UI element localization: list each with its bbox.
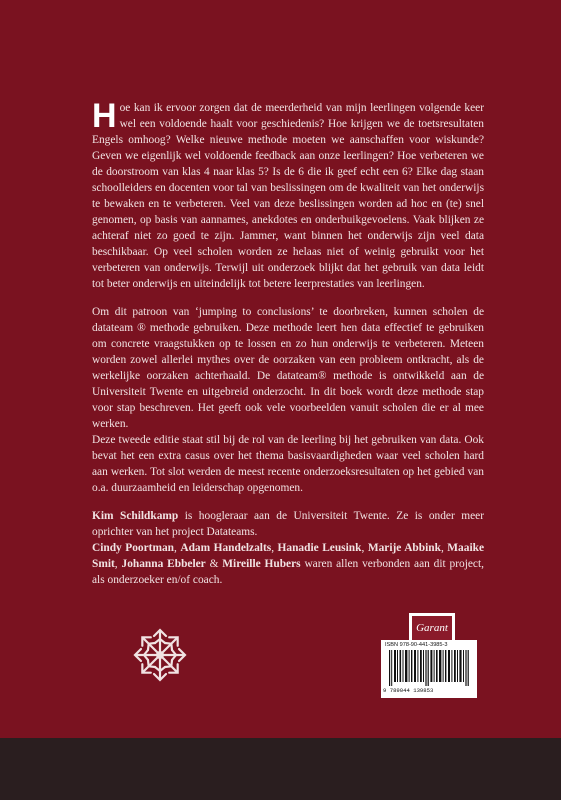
intro-paragraph <box>92 97 484 292</box>
contributor-name: Marije Abbink <box>367 542 441 554</box>
method-paragraph: Om dit patroon van ‘jumping to conclusions’ te doorbreken, kunnen scholen de datateam ® methode gebruiken. Deze methode leert hen data effectief te gebruiken om concrete vraagstukken op te lossen en zo hun onderwijs te verbeteren. Meteen worden zowel allerlei mythes over de oorzaken van een probleem ontkracht, als de werkelijke oorzaken achterhaald. De datateam® methode is ontwikkeld aan de Universiteit Twente en uitgebreid onderzocht. In dit boek wordt deze methode stap voor stap beschreven. Het geeft ook vele voorbeelden vanuit scholen die er al mee werken. <box>92 306 484 430</box>
publisher-logo: Garant <box>412 616 452 640</box>
barcode-digits: 9 789044 139853 <box>383 687 434 694</box>
name-separator: , <box>173 542 181 554</box>
isbn-text: ISBN 978-90-441-3985-3 <box>385 642 448 648</box>
name-separator: , <box>440 542 448 554</box>
contributors-bio: waren allen verbonden aan dit project, als onderzoeker en/of coach. <box>92 558 485 586</box>
name-separator: , <box>361 542 368 554</box>
contributor-name: Cindy Poortman <box>92 542 174 554</box>
barcode-label <box>381 640 477 698</box>
authors-paragraph <box>92 508 484 588</box>
blurb-text <box>92 97 485 600</box>
contributor-name: Adam Handelzalts <box>180 542 272 554</box>
name-ampersand: & <box>205 558 223 570</box>
contributor-name: Mireille Hubers <box>222 558 301 570</box>
contributor-name: Johanna Ebbeler <box>121 558 206 570</box>
contributor-name: Hanadie Leusink <box>277 542 362 554</box>
name-separator: , <box>271 542 278 554</box>
contributor-name: Maaike Smit <box>92 542 484 570</box>
barcode-icon <box>389 650 469 686</box>
drop-cap: H <box>92 97 117 135</box>
snowflake-emblem-icon <box>130 625 190 685</box>
publisher-logo-box <box>409 613 455 643</box>
main-author-bio: is hoogleraar aan de Universiteit Twente. Ze is onder meer oprichter van het project Datateams. <box>92 510 485 538</box>
main-author-name: Kim Schildkamp <box>92 510 179 522</box>
intro-paragraph-text: oe kan ik ervoor zorgen dat de meerderheid van mijn leerlingen volgende keer wel een voldoende haalt voor geschiedenis? Hoe krijgen we de toetsresultaten Engels omhoog? Welke nieuwe methode moeten we aanschaffen voor wiskunde? Geven we eigenlijk wel voldoende feedback aan onze leerlingen? Hoe verbeteren we de doorstroom van klas 4 naar klas 5? Is de 6 die ik geef echt een 6? Elke dag staan schoolleiders en docenten voor tal van beslissingen om de kwaliteit van het onderwijs te bewaken en te verbeteren. Veel van deze beslissingen worden ad hoc en (te) snel genomen, op basis van aannames, anekdotes en onderbuikgevoelens. Vaak blijken ze achteraf niet zo goed te zijn. Jammer, want binnen het onderwijs zijn veel data beschikbaar. Op veel scholen worden ze helaas niet of weinig gebruikt voor het verbeteren van onderwijs. Terwijl uit onderzoek blijkt dat het gebruik van data leidt tot beter onderwijs en uiteindelijk tot betere leerprestaties van leerlingen. <box>92 102 484 290</box>
name-separator: , <box>114 558 122 570</box>
edition-paragraph: Deze tweede editie staat stil bij de rol van de leerling bij het gebruiken van data. Ook bevat het een extra casus over het thema basisvaardigheden waar veel scholen hard aan werken. Tot slot werden de meest recente onderzoeksresultaten op het gebied van o.a. duurzaamheid en leiderschap opgenomen. <box>92 434 484 494</box>
bottom-band <box>0 738 561 800</box>
